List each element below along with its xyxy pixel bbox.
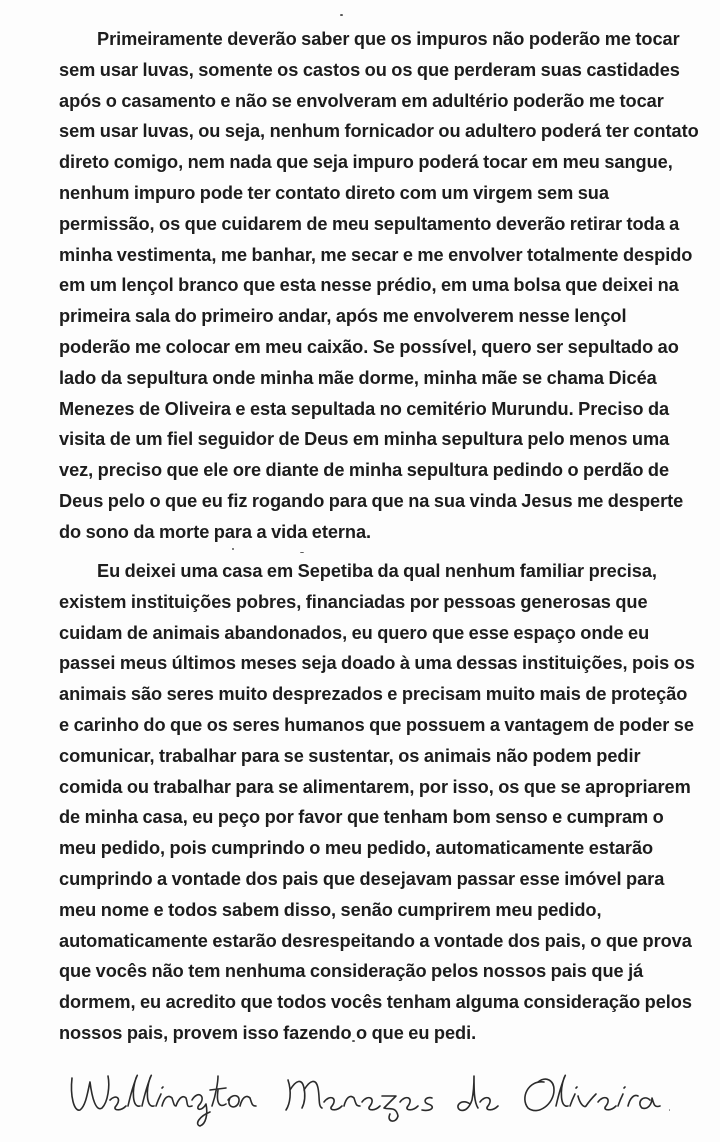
signature-drawing	[50, 1060, 670, 1130]
scan-speck	[340, 14, 343, 16]
scan-speck	[232, 548, 234, 550]
letter-paragraph-house-donation: Eu deixei uma casa em Sepetiba da qual nenhum familiar precisa, existem instituições pobres, financiadas por pessoas generosas que cuidam de animais abandonados, eu quero que esse espaço onde eu passei meus últimos meses seja doado à uma dessas instituições, pois os animais são seres muito desprezados e precisam muito mais de proteção e carinho do que os seres humanos que possuem a vantagem de poder se comunicar, trabalhar para se sustentar, os animais não podem pedir comida ou trabalhar para se alimentarem, por isso, os que se apropriarem de minha casa, eu peço por favor que tenham bom senso e cumpram o meu pedido, pois cumprindo o meu pedido, automaticamente estarão cumprindo a vontade dos pais que desejavam passar esse imóvel para meu nome e todos sabem disso, senão cumprirem meu pedido, automaticamente estarão desrespeitando a vontade dos pais, o que prova que vocês não tem nenhuma consideração pelos nossos pais que já dormem, eu acredito que todos vocês tenham alguma consideração pelos nossos pais, provem isso fazendo o que eu pedi.	[59, 561, 695, 1043]
letter-paragraph-burial-instructions: Primeiramente deverão saber que os impuros não poderão me tocar sem usar luvas, somente os castos ou os que perderam suas castidades após o casamento e não se envolveram em adultério poderão me tocar sem usar luvas, ou seja, nenhum fornicador ou adultero poderá ter contato direto comigo, nem nada que seja impuro poderá tocar em meu sangue, nenhum impuro pode ter contato direto com um virgem sem sua permissão, os que cuidarem de meu sepultamento deverão retirar toda a minha vestimenta, me banhar, me secar e me envolver totalmente despido em um lençol branco que esta nesse prédio, em uma bolsa que deixei na primeira sala do primeiro andar, após me envolverem nesse lençol poderão me colocar em meu caixão. Se possível, quero ser sepultado ao lado da sepultura onde minha mãe dorme, minha mãe se chama Dicéa Menezes de Oliveira e esta sepultada no cemitério Murundu. Preciso da visita de um fiel seguidor de Deus em minha sepultura pelo menos uma vez, preciso que ele ore diante de minha sepultura pedindo o perdão de Deus pelo o que eu fiz rogando para que na sua vinda Jesus me desperte do sono da morte para a vida eterna.	[59, 29, 699, 542]
scan-speck	[300, 552, 304, 553]
handwritten-signature	[50, 1060, 670, 1130]
